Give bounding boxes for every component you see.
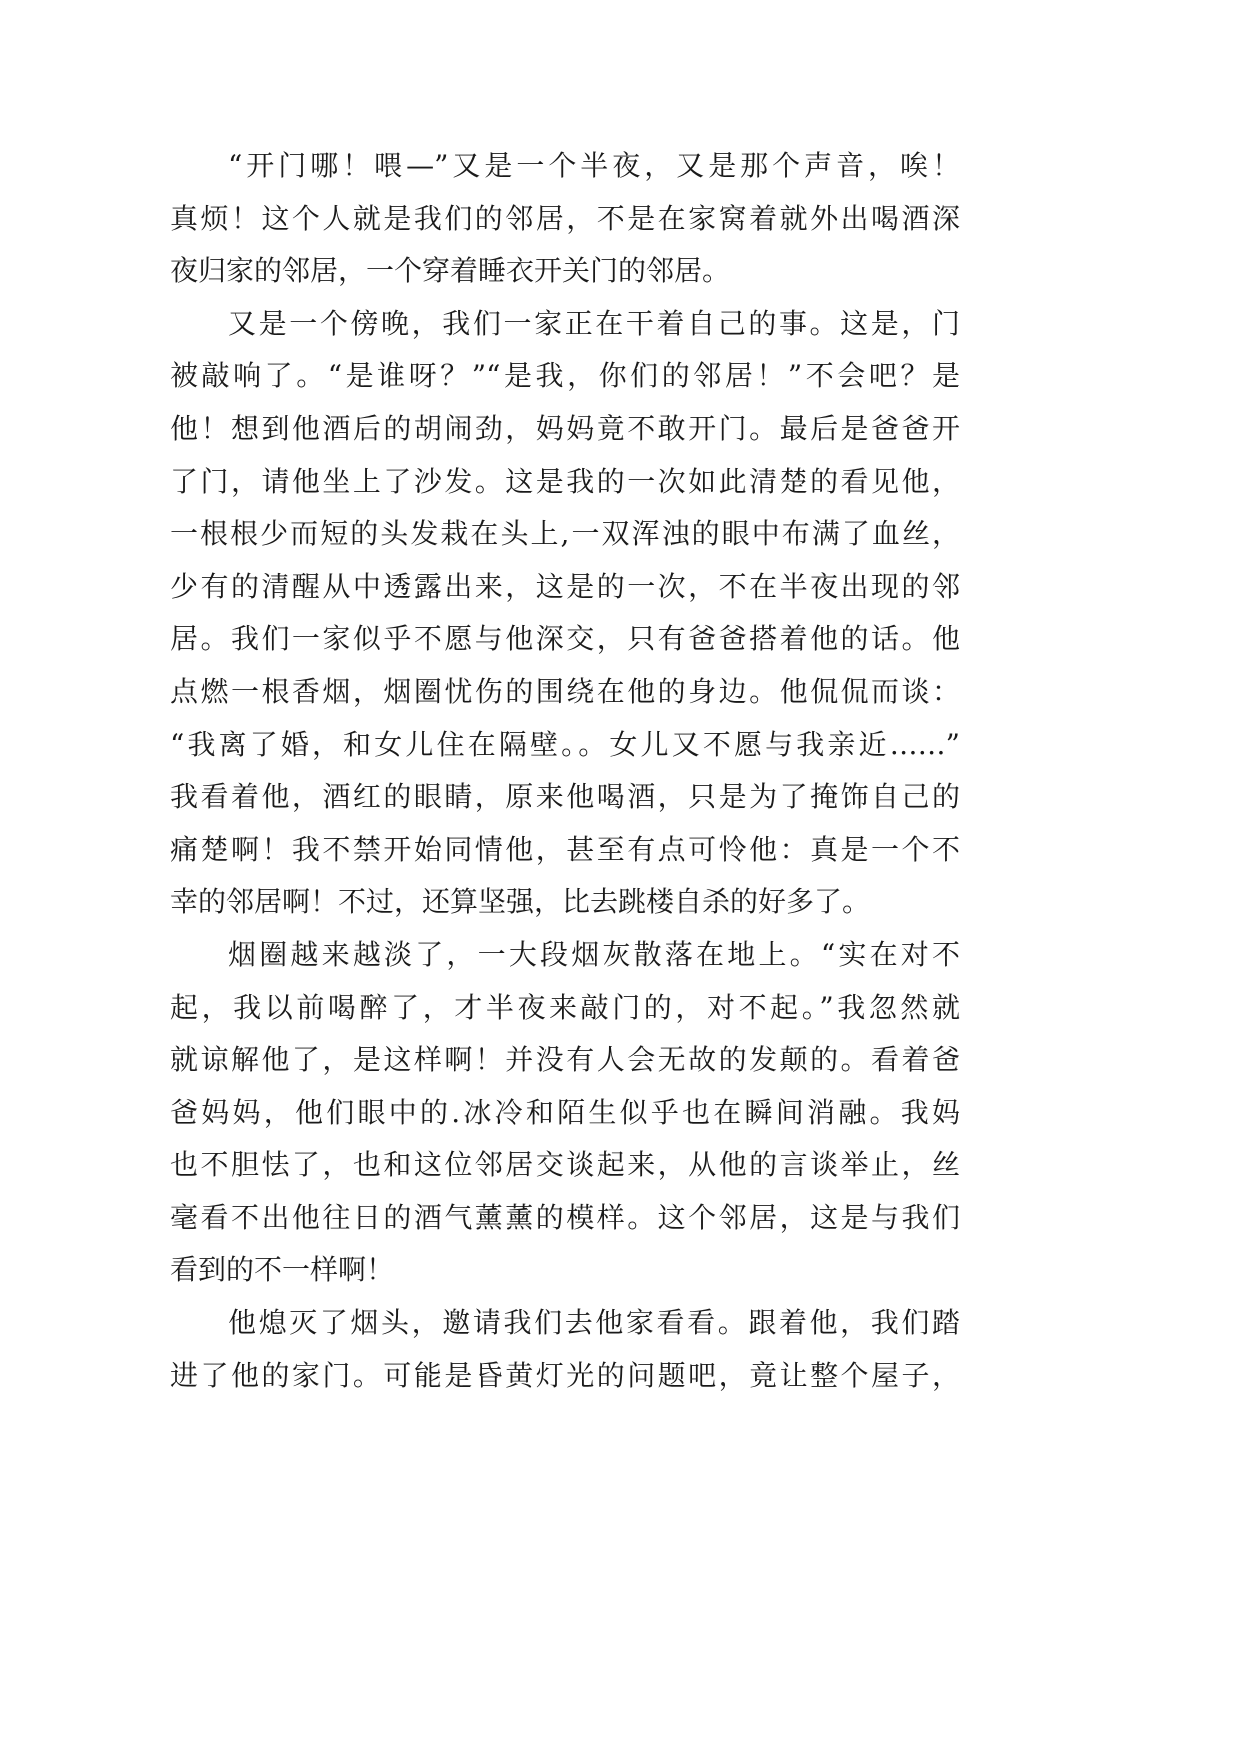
paragraph-2: [170, 298, 960, 929]
paragraph-line: “开门哪！喂—”又是一个半夜，又是那个声音，唉！: [228, 149, 960, 182]
paragraph-line: 看到的不一样啊！: [170, 1253, 395, 1287]
paragraph-line: 爸妈妈，他们眼中的.冰冷和陌生似乎也在瞬间消融。我妈: [170, 1095, 960, 1129]
paragraph-line: 被敲响了。“是谁呀？”“是我，你们的邻居！”不会吧？是: [170, 359, 960, 393]
paragraph-line: 也不胆怯了，也和这位邻居交谈起来，从他的言谈举止，丝: [170, 1148, 960, 1182]
paragraph-line: 就谅解他了，是这样啊！并没有人会无故的发颠的。看着爸: [170, 1043, 960, 1077]
document-body: [170, 140, 960, 1402]
paragraph-1: [170, 140, 960, 298]
paragraph-line: 毫看不出他往日的酒气薰薰的模样。这个邻居，这是与我们: [170, 1200, 960, 1234]
paragraph-line: 夜归家的邻居，一个穿着睡衣开关门的邻居。: [170, 254, 731, 288]
paragraph-line: 了门，请他坐上了沙发。这是我的一次如此清楚的看见他，: [170, 464, 960, 498]
paragraph-line: 一根根少而短的头发栽在头上,一双浑浊的眼中布满了血丝，: [170, 517, 960, 551]
paragraph-line: 又是一个傍晚，我们一家正在干着自己的事。这是，门: [228, 306, 960, 340]
paragraph-line: 进了他的家门。可能是昏黄灯光的问题吧，竟让整个屋子，: [170, 1358, 960, 1392]
paragraph-line: 真烦！这个人就是我们的邻居，不是在家窝着就外出喝酒深: [170, 201, 960, 235]
paragraph-line: 起，我以前喝醉了，才半夜来敲门的，对不起。”我忽然就: [170, 990, 960, 1024]
paragraph-line: 我看着他，酒红的眼睛，原来他喝酒，只是为了掩饰自己的: [170, 780, 960, 814]
paragraph-line: 他！想到他酒后的胡闹劲，妈妈竟不敢开门。最后是爸爸开: [170, 411, 960, 445]
paragraph-4: [170, 1297, 960, 1402]
paragraph-line: “我离了婚，和女儿住在隔壁。。女儿又不愿与我亲近……”: [170, 727, 960, 761]
paragraph-line: 痛楚啊！我不禁开始同情他，甚至有点可怜他：真是一个不: [170, 832, 960, 866]
paragraph-line: 他熄灭了烟头，邀请我们去他家看看。跟着他，我们踏: [228, 1306, 960, 1340]
paragraph-line: 少有的清醒从中透露出来，这是的一次，不在半夜出现的邻: [170, 569, 960, 603]
paragraph-line: 居。我们一家似乎不愿与他深交，只有爸爸搭着他的话。他: [170, 622, 960, 656]
paragraph-line: 幸的邻居啊！不过，还算坚强，比去跳楼自杀的好多了。: [170, 885, 871, 919]
paragraph-line: 点燃一根香烟，烟圈忧伤的围绕在他的身边。他侃侃而谈：: [170, 674, 960, 708]
paragraph-line: 烟圈越来越淡了，一大段烟灰散落在地上。“实在对不: [228, 937, 960, 971]
paragraph-3: [170, 929, 960, 1297]
